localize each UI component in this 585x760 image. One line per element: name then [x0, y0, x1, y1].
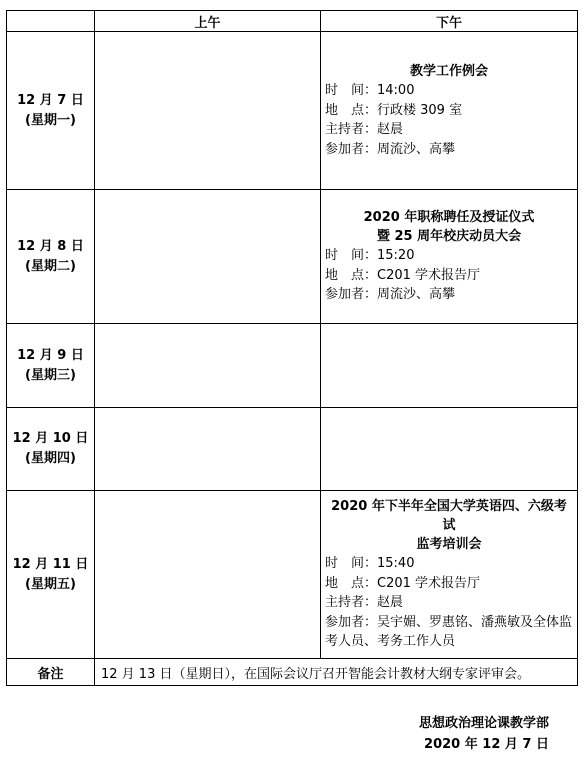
footer-department: 思想政治理论课教学部: [418, 716, 549, 731]
pm-cell: [321, 408, 578, 491]
meeting-host: 主持者：赵晨: [325, 122, 404, 137]
pm-cell: [321, 491, 578, 659]
meeting-location: 地 点：C201 学术报告厅: [325, 575, 481, 591]
day-date: 12 月 10 日: [12, 431, 89, 446]
meeting-title: 2020 年职称聘任及授证仪式: [363, 210, 535, 226]
day-row: [7, 32, 578, 190]
corner-cell: [7, 11, 95, 32]
am-cell: [95, 324, 321, 408]
day-cell: [7, 324, 95, 408]
header-row: [7, 11, 578, 32]
meeting-location: 地 点：C201 学术报告厅: [325, 267, 481, 283]
footer-date: 2020 年 12 月 7 日: [424, 737, 549, 752]
day-row: [7, 324, 578, 408]
meeting-participants: 参加者：周流沙、高攀: [325, 141, 456, 157]
header-am: 上午: [95, 11, 321, 32]
note-row: [7, 659, 578, 686]
day-cell: [7, 408, 95, 491]
day-date: 12 月 8 日: [17, 238, 84, 254]
day-date: 12 月 9 日: [17, 347, 84, 363]
pm-cell: [321, 324, 578, 408]
day-cell: [7, 190, 95, 324]
day-weekday: (星期五): [25, 576, 76, 592]
day-weekday: (星期四): [25, 451, 76, 466]
day-weekday: (星期一): [25, 112, 76, 128]
meeting-title: 监考培训会: [416, 537, 482, 553]
day-date: 12 月 11 日: [12, 556, 89, 572]
pm-cell: [321, 190, 578, 324]
note-text: 12 月 13 日（星期日），在国际会议厅召开智能会计教材大纲专家评审会。: [95, 659, 578, 686]
day-weekday: (星期二): [25, 258, 76, 274]
meeting-participants: 参加者：周流沙、高攀: [325, 287, 456, 303]
day-row: [7, 491, 578, 659]
header-pm: 下午: [321, 11, 578, 32]
am-cell: [95, 408, 321, 491]
am-cell: [95, 32, 321, 190]
day-cell: [7, 491, 95, 659]
meeting-title: 教学工作例会: [409, 64, 488, 79]
meeting-time: 时 间：14:00: [325, 83, 415, 98]
meeting-participants: 参加者：吴宇媚、罗惠铭、潘燕敏及全体监考人员、考务工作人员: [325, 614, 573, 650]
meeting-host: 主持者：赵晨: [325, 595, 404, 611]
day-weekday: (星期三): [25, 367, 76, 383]
meeting-location: 地 点：行政楼 309 室: [325, 102, 463, 118]
day-cell: [7, 32, 95, 190]
meeting-time: 时 间：15:40: [325, 556, 415, 572]
schedule-table: [6, 10, 578, 686]
day-date: 12 月 7 日: [17, 92, 84, 108]
am-cell: [95, 491, 321, 659]
meeting-time: 时 间：15:20: [325, 248, 415, 264]
note-label: 备注: [7, 659, 95, 686]
day-row: [7, 190, 578, 324]
pm-cell: [321, 32, 578, 190]
am-cell: [95, 190, 321, 324]
meeting-title: 暨 25 周年校庆动员大会: [376, 229, 522, 245]
day-row: [7, 408, 578, 491]
meeting-title: 2020 年下半年全国大学英语四、六级考试: [331, 499, 567, 534]
